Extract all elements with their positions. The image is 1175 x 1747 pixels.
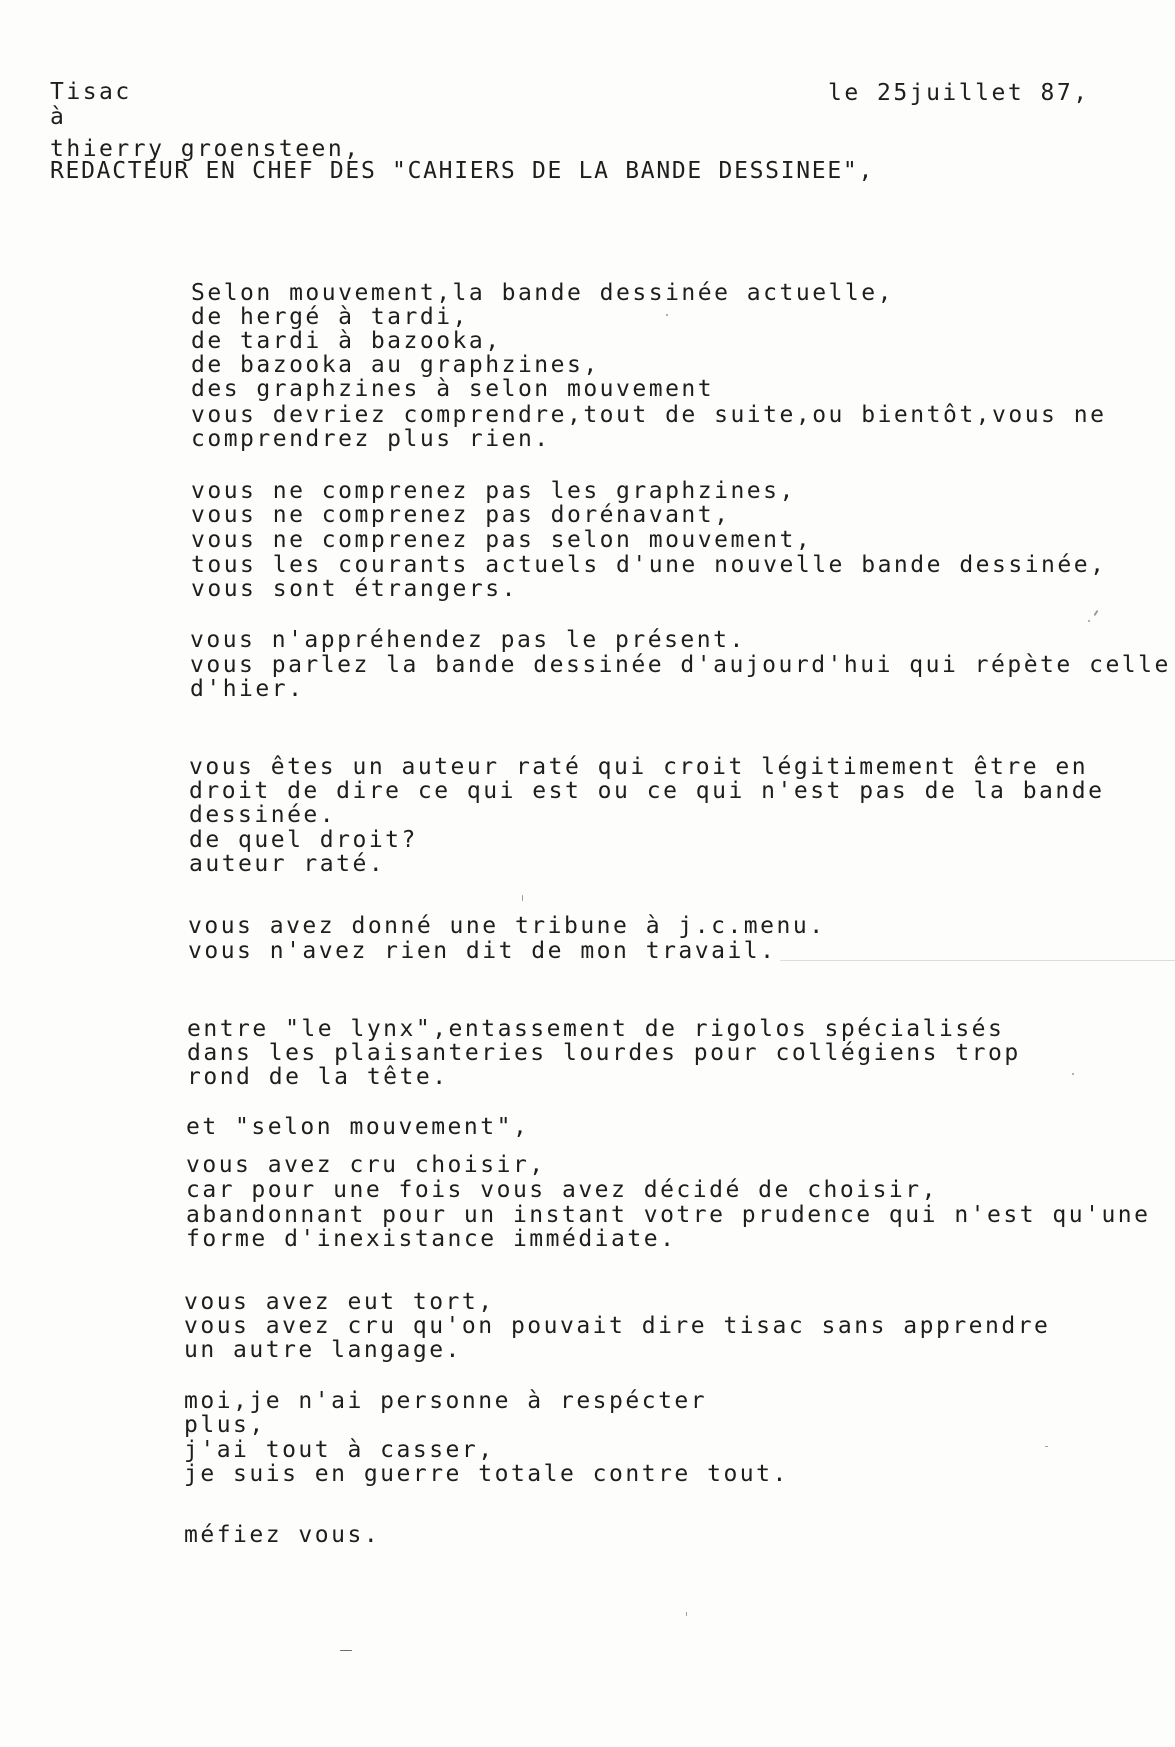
body-line: vous n'appréhendez pas le présent. bbox=[190, 627, 746, 653]
body-line: vous parlez la bande dessinée d'aujourd'hui qui répète celle bbox=[190, 652, 1171, 678]
body-line: tous les courants actuels d'une nouvelle bande dessinée, bbox=[191, 552, 1107, 578]
body-line: vous ne comprenez pas dorénavant, bbox=[191, 502, 731, 528]
body-line: forme d'inexistance immédiate. bbox=[186, 1226, 677, 1252]
body-line: vous avez eut tort, bbox=[184, 1289, 495, 1315]
body-line: vous ne comprenez pas selon mouvement, bbox=[191, 527, 813, 553]
scan-speck bbox=[522, 895, 523, 901]
scan-speck bbox=[1072, 1073, 1074, 1075]
body-line: entre "le lynx",entassement de rigolos spécialisés bbox=[187, 1016, 1005, 1042]
scan-speck bbox=[1088, 620, 1090, 622]
closing-line: méfiez vous. bbox=[184, 1522, 381, 1548]
scan-speck bbox=[1045, 1446, 1048, 1447]
body-line: vous ne comprenez pas les graphzines, bbox=[191, 478, 796, 504]
recipient-title: REDACTEUR EN CHEF DES "CAHIERS DE LA BANDE DESSINEE", bbox=[50, 158, 874, 184]
body-line: de bazooka au graphzines, bbox=[191, 352, 600, 378]
scan-streak bbox=[780, 960, 1175, 961]
body-line: vous sont étrangers. bbox=[191, 576, 518, 602]
body-line: comprendrez plus rien. bbox=[191, 426, 551, 452]
sender-name: Tisac bbox=[50, 79, 132, 105]
body-line: des graphzines à selon mouvement bbox=[191, 376, 715, 402]
body-line: de hergé à tardi, bbox=[191, 304, 469, 330]
body-line: un autre langage. bbox=[184, 1337, 462, 1363]
body-line: dans les plaisanteries lourdes pour collégiens trop bbox=[187, 1040, 1021, 1066]
body-line: vous êtes un auteur raté qui croit légitimement être en bbox=[189, 754, 1089, 780]
body-line: moi,je n'ai personne à respécter bbox=[184, 1388, 708, 1414]
body-line: rond de la tête. bbox=[187, 1064, 449, 1090]
scan-speck bbox=[340, 1650, 352, 1651]
body-line: droit de dire ce qui est ou ce qui n'est pas de la bande bbox=[189, 778, 1105, 804]
body-line: car pour une fois vous avez décidé de choisir, bbox=[186, 1177, 938, 1203]
body-line: dessinée. bbox=[189, 802, 337, 828]
recipient-name: thierry groensteen, bbox=[50, 136, 361, 162]
addressed-to: à bbox=[50, 104, 67, 130]
body-line: abandonnant pour un instant votre prudence qui n'est qu'une bbox=[186, 1202, 1151, 1228]
body-line: de quel droit? bbox=[189, 827, 418, 853]
body-line: vous devriez comprendre,tout de suite,ou bientôt,vous ne bbox=[191, 402, 1107, 428]
body-line: auteur raté. bbox=[189, 851, 386, 877]
scan-speck bbox=[686, 1612, 687, 1616]
body-line: de tardi à bazooka, bbox=[191, 328, 502, 354]
body-line: j'ai tout à casser, bbox=[184, 1437, 495, 1463]
body-line: vous avez cru qu'on pouvait dire tisac sans apprendre bbox=[184, 1313, 1051, 1339]
body-line: et "selon mouvement", bbox=[186, 1114, 530, 1140]
body-line: vous n'avez rien dit de mon travail. bbox=[188, 938, 777, 964]
body-line: d'hier. bbox=[190, 676, 305, 702]
body-line: je suis en guerre totale contre tout. bbox=[184, 1461, 789, 1487]
letter-date: le 25juillet 87, bbox=[828, 80, 1090, 106]
scan-speck bbox=[666, 314, 668, 316]
body-line: plus, bbox=[184, 1412, 266, 1438]
body-line: vous avez cru choisir, bbox=[186, 1152, 546, 1178]
body-line: vous avez donné une tribune à j.c.menu. bbox=[188, 913, 826, 939]
scan-speck bbox=[1093, 610, 1098, 616]
body-line: Selon mouvement,la bande dessinée actuelle, bbox=[191, 280, 894, 306]
